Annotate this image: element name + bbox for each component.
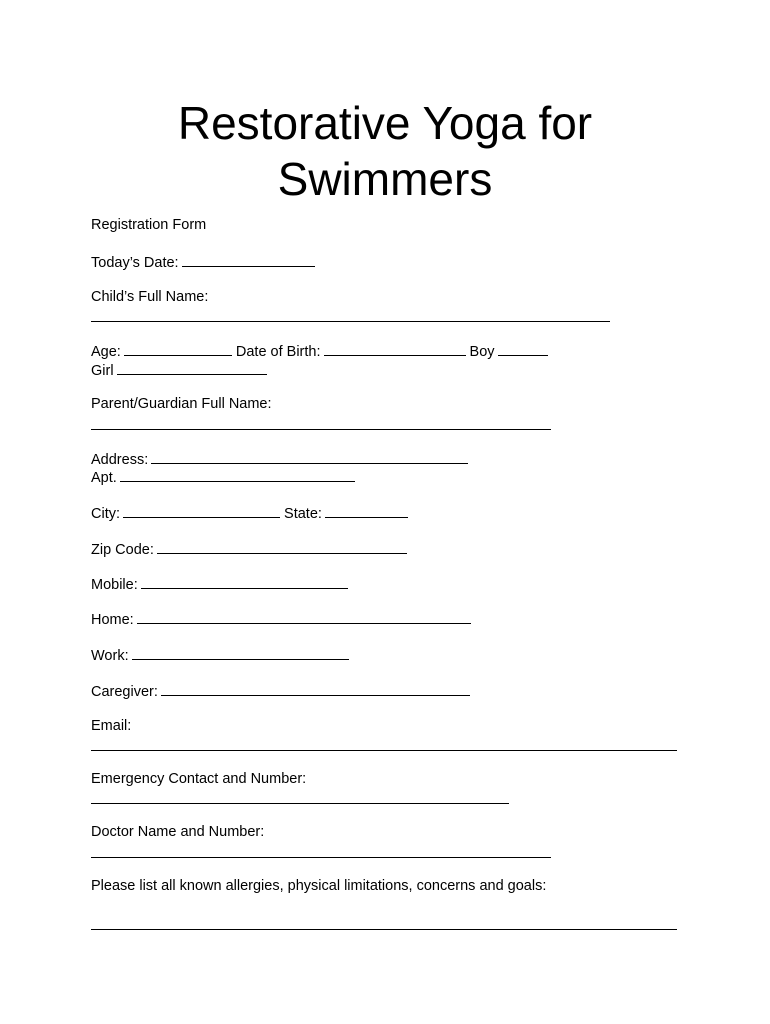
age-label: Age: (91, 344, 121, 360)
home-row (91, 609, 471, 629)
boy-field[interactable] (498, 341, 548, 356)
form-subtitle: Registration Form (91, 217, 207, 233)
date-of-birth-label: Date of Birth: (235, 344, 321, 360)
home-label: Home: (91, 612, 134, 628)
girl-field[interactable] (117, 360, 267, 375)
girl-row (91, 360, 267, 380)
address-label: Address: (91, 452, 149, 468)
form-title (0, 95, 770, 207)
address-row (91, 449, 468, 469)
city-field[interactable] (123, 503, 280, 518)
age-field[interactable] (124, 341, 232, 356)
city-label: City: (91, 506, 120, 522)
caregiver-field[interactable] (161, 681, 470, 696)
parent-guardian-label: Parent/Guardian Full Name: (91, 396, 272, 412)
child-full-name-label: Child’s Full Name: (91, 289, 209, 305)
girl-label: Girl (91, 363, 114, 379)
allergies-field[interactable] (91, 929, 677, 930)
mobile-row (91, 574, 348, 594)
child-full-name-field[interactable] (91, 321, 610, 322)
work-field[interactable] (132, 645, 349, 660)
todays-date-label: Today’s Date: (91, 255, 179, 271)
address-field[interactable] (151, 449, 468, 464)
zip-code-label: Zip Code: (91, 542, 154, 558)
parent-guardian-field[interactable] (91, 429, 551, 430)
zip-code-row (91, 539, 407, 559)
home-field[interactable] (137, 609, 471, 624)
allergies-label: Please list all known allergies, physical limitations, concerns and goals: (91, 878, 547, 894)
apt-row (91, 467, 355, 487)
doctor-field[interactable] (91, 857, 551, 858)
emergency-contact-field[interactable] (91, 803, 509, 804)
doctor-label: Doctor Name and Number: (91, 824, 265, 840)
caregiver-row (91, 681, 470, 701)
mobile-field[interactable] (141, 574, 348, 589)
age-dob-row (91, 341, 548, 361)
apt-label: Apt. (91, 470, 117, 486)
zip-code-field[interactable] (157, 539, 407, 554)
caregiver-label: Caregiver: (91, 684, 158, 700)
work-row (91, 645, 349, 665)
mobile-label: Mobile: (91, 577, 138, 593)
work-label: Work: (91, 648, 129, 664)
todays-date-field[interactable] (182, 252, 315, 267)
email-field[interactable] (91, 750, 677, 751)
emergency-contact-label: Emergency Contact and Number: (91, 771, 307, 787)
state-field[interactable] (325, 503, 408, 518)
todays-date-row (91, 252, 315, 272)
email-label: Email: (91, 718, 132, 734)
boy-label: Boy (469, 344, 495, 360)
apt-field[interactable] (120, 467, 355, 482)
form-title-line-2: Swimmers (277, 153, 493, 205)
date-of-birth-field[interactable] (324, 341, 466, 356)
state-label: State: (284, 506, 322, 522)
form-title-line-1: Restorative Yoga for (177, 97, 593, 149)
city-state-row (91, 503, 408, 523)
